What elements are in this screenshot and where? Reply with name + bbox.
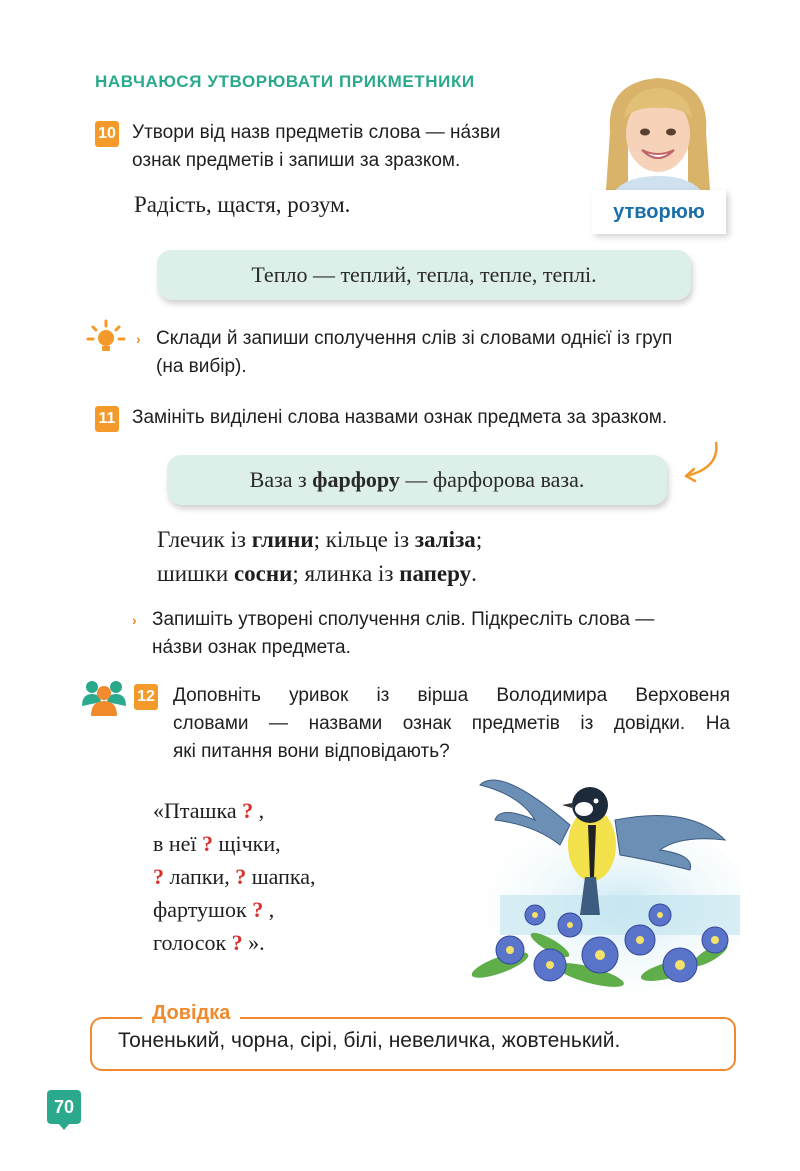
text-part: фартушок [153,897,253,922]
girl-label: утворюю [592,190,726,234]
task-12-line-2: словами — назвами ознак предметів із довідки. На [173,713,730,734]
text-part: Глечик із [157,527,252,552]
example-text-10: Тепло — теплий, тепла, тепле, теплі. [251,262,597,287]
text-part: , [253,798,265,823]
task-10-line-2: ознак предметів і запиши за зразком. [132,150,461,171]
task-10-words: Радість, щастя, розум. [134,192,351,217]
text-part: ; ялинка із [292,561,400,586]
text-part: . [471,561,477,586]
example-11-bold: фарфору [312,467,400,492]
task-11-sub-line-1: Запишіть утворені сполучення слів. Підкресліть слова — [152,609,655,630]
page-number: 70 [47,1090,81,1124]
highlighted-word: паперу [399,561,472,586]
question-mark: ? [202,831,214,856]
text-part: ; кільце із [313,527,415,552]
chevron-right-icon: › [136,331,141,347]
question-mark: ? [235,864,247,889]
text-part: голосок [153,930,232,955]
curved-arrow-icon [680,438,730,488]
girl-portrait-image [588,72,728,202]
highlighted-word: заліза [414,527,476,552]
task-12-line-1: Доповніть уривок із вірша Володимира Верховеня [173,685,730,706]
task-number-10: 10 [95,121,119,147]
example-11-pre: Ваза з [249,467,313,492]
reference-text: Тоненький, чорна, сірі, білі, невеличка, жовтенький. [118,1029,621,1052]
text-part: шишки [157,561,234,586]
task-number-11: 11 [95,406,119,432]
girl-illustration [588,72,728,242]
tip-line-2: (на вибір). [156,356,247,377]
poem-line [153,827,316,860]
text-part: ; [475,527,483,552]
text-part: , [263,897,275,922]
task-11-text: Замініть виділені слова назвами ознак предмета за зразком. [132,407,668,428]
question-mark: ? [242,798,254,823]
titmouse-flowers-illustration [440,765,740,1000]
question-mark: ? [252,897,264,922]
task-number-12: 12 [134,684,158,710]
example-box-11 [167,455,667,505]
text-part: в неї [153,831,203,856]
task-11-exercise-line-2 [157,561,477,587]
task-11-exercise-line-1 [157,527,482,553]
example-11-post: — фарфорова ваза. [399,467,585,492]
poem-line [153,794,316,827]
tip-line-1: Склади й запиши сполучення слів зі словами однієї із груп [156,328,673,349]
question-mark: ? [231,930,243,955]
highlighted-word: глини [251,527,314,552]
task-12-line-3: які питання вони відповідають? [173,741,450,762]
task-11-sub-line-2: на́зви ознак предмета. [152,637,351,658]
text-part: шапка, [246,864,316,889]
page-number-pointer [58,1123,70,1130]
example-box-10 [157,250,691,300]
task-10-line-1: Утвори від назв предметів слова — на́зви [132,122,501,143]
section-heading: НАВЧАЮСЯ УТВОРЮВАТИ ПРИКМЕТНИКИ [95,72,475,91]
poem-line [153,926,316,959]
text-part: щічки, [213,831,281,856]
chevron-right-icon: › [132,612,137,628]
question-mark: ? [153,864,164,889]
text-part: лапки, [164,864,236,889]
text-part: ». [242,930,265,955]
text-part: «Пташка [153,798,243,823]
reference-title: Довідка [142,1002,240,1025]
highlighted-word: сосни [233,561,293,586]
poem-line [153,860,316,893]
poem-line [153,893,316,926]
lightbulb-icon [86,319,126,355]
poem [153,794,316,959]
group-work-icon [80,678,128,716]
